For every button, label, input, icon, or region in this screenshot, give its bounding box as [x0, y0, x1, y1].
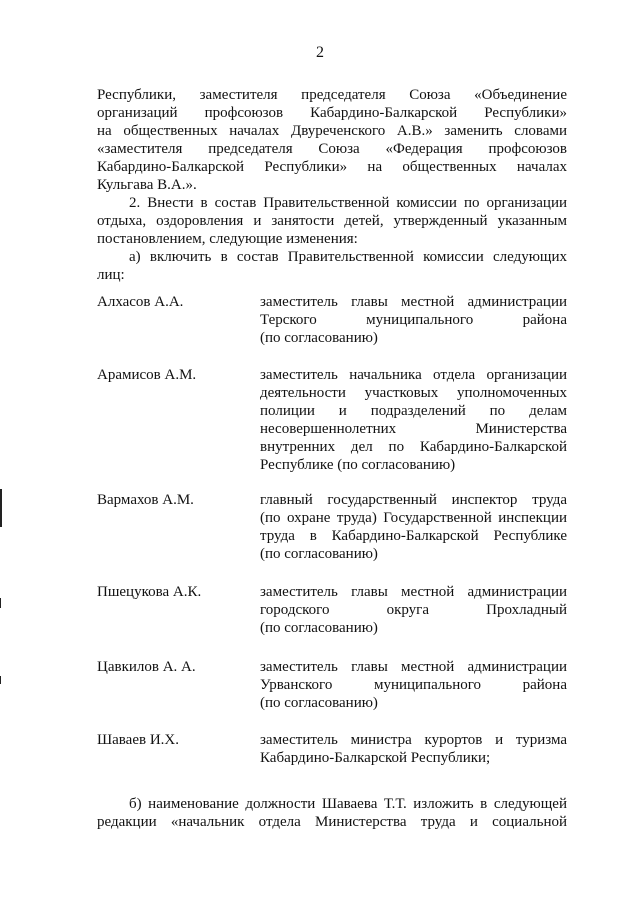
- sub-item-b-paragraph: [97, 795, 567, 831]
- text-line: труда в Кабардино-Балкарской Республике: [260, 528, 567, 544]
- text-line: заместитель главы местной администрации: [260, 584, 567, 600]
- text-line: Кульгава В.А.».: [97, 177, 197, 193]
- text-line: 2. Внести в состав Правительственной комиссии по организации: [129, 195, 567, 211]
- text-line: Республики, заместителя председателя Союза «Объединение: [97, 87, 567, 103]
- member-position: [260, 366, 567, 474]
- text-line: Кабардино-Балкарской Республики» на общественных началах: [97, 159, 567, 175]
- text-line: городского округа Прохладный: [260, 602, 567, 618]
- scan-edge-mark: [0, 676, 1, 684]
- text-line: а) включить в состав Правительственной комиссии следующих: [129, 249, 567, 265]
- member-name: Цавкилов А. А.: [97, 659, 196, 675]
- text-line: постановлением, следующие изменения:: [97, 231, 358, 247]
- member-position: [260, 658, 567, 712]
- member-name: Пшецукова А.К.: [97, 584, 202, 600]
- text-line: главный государственный инспектор труда: [260, 492, 567, 508]
- text-line: (по согласованию): [260, 620, 378, 636]
- member-position: [260, 731, 567, 767]
- text-line: заместитель главы местной администрации: [260, 294, 567, 310]
- text-line: (по охране труда) Государственной инспекции: [260, 510, 567, 526]
- intro-paragraph: [97, 86, 567, 194]
- scan-edge-mark: [0, 598, 1, 608]
- text-line: заместитель начальника отдела организации: [260, 367, 567, 383]
- text-line: несовершеннолетних Министерства: [260, 421, 567, 437]
- text-line: внутренних дел по Кабардино-Балкарской: [260, 439, 567, 455]
- text-line: деятельности участковых уполномоченных: [260, 385, 567, 401]
- text-line: (по согласованию): [260, 330, 378, 346]
- text-line: б) наименование должности Шаваева Т.Т. изложить в следующей: [129, 796, 567, 812]
- member-name: Арамисов А.М.: [97, 367, 197, 383]
- page-number: 2: [316, 44, 324, 61]
- text-line: лиц:: [97, 267, 125, 283]
- item-2-paragraph: [97, 194, 567, 248]
- text-line: полиции и подразделений по делам: [260, 403, 567, 419]
- text-line: Терского муниципального района: [260, 312, 567, 328]
- member-position: [260, 491, 567, 563]
- text-line: редакции «начальник отдела Министерства труда и социальной: [97, 814, 567, 830]
- text-line: на общественных началах Двуреченского А.В.» заменить словами: [97, 123, 567, 139]
- member-position: [260, 293, 567, 347]
- sub-item-a-paragraph: [97, 248, 567, 284]
- text-line: Кабардино-Балкарской Республики;: [260, 750, 491, 766]
- text-line: организаций профсоюзов Кабардино-Балкарской Республики»: [97, 105, 567, 121]
- member-name: Шаваев И.Х.: [97, 732, 179, 748]
- text-line: заместитель главы местной администрации: [260, 659, 567, 675]
- text-line: «заместителя председателя Союза «Федерация профсоюзов: [97, 141, 567, 157]
- text-line: Республике (по согласованию): [260, 457, 456, 473]
- text-line: заместитель министра курортов и туризма: [260, 732, 567, 748]
- scan-edge-mark: [0, 489, 2, 527]
- text-line: отдыха, оздоровления и занятости детей, утвержденный указанным: [97, 213, 567, 229]
- member-name: Вармахов А.М.: [97, 492, 194, 508]
- text-line: (по согласованию): [260, 546, 378, 562]
- member-position: [260, 583, 567, 637]
- text-line: Урванского муниципального района: [260, 677, 567, 693]
- text-line: (по согласованию): [260, 695, 378, 711]
- member-name: Алхасов А.А.: [97, 294, 184, 310]
